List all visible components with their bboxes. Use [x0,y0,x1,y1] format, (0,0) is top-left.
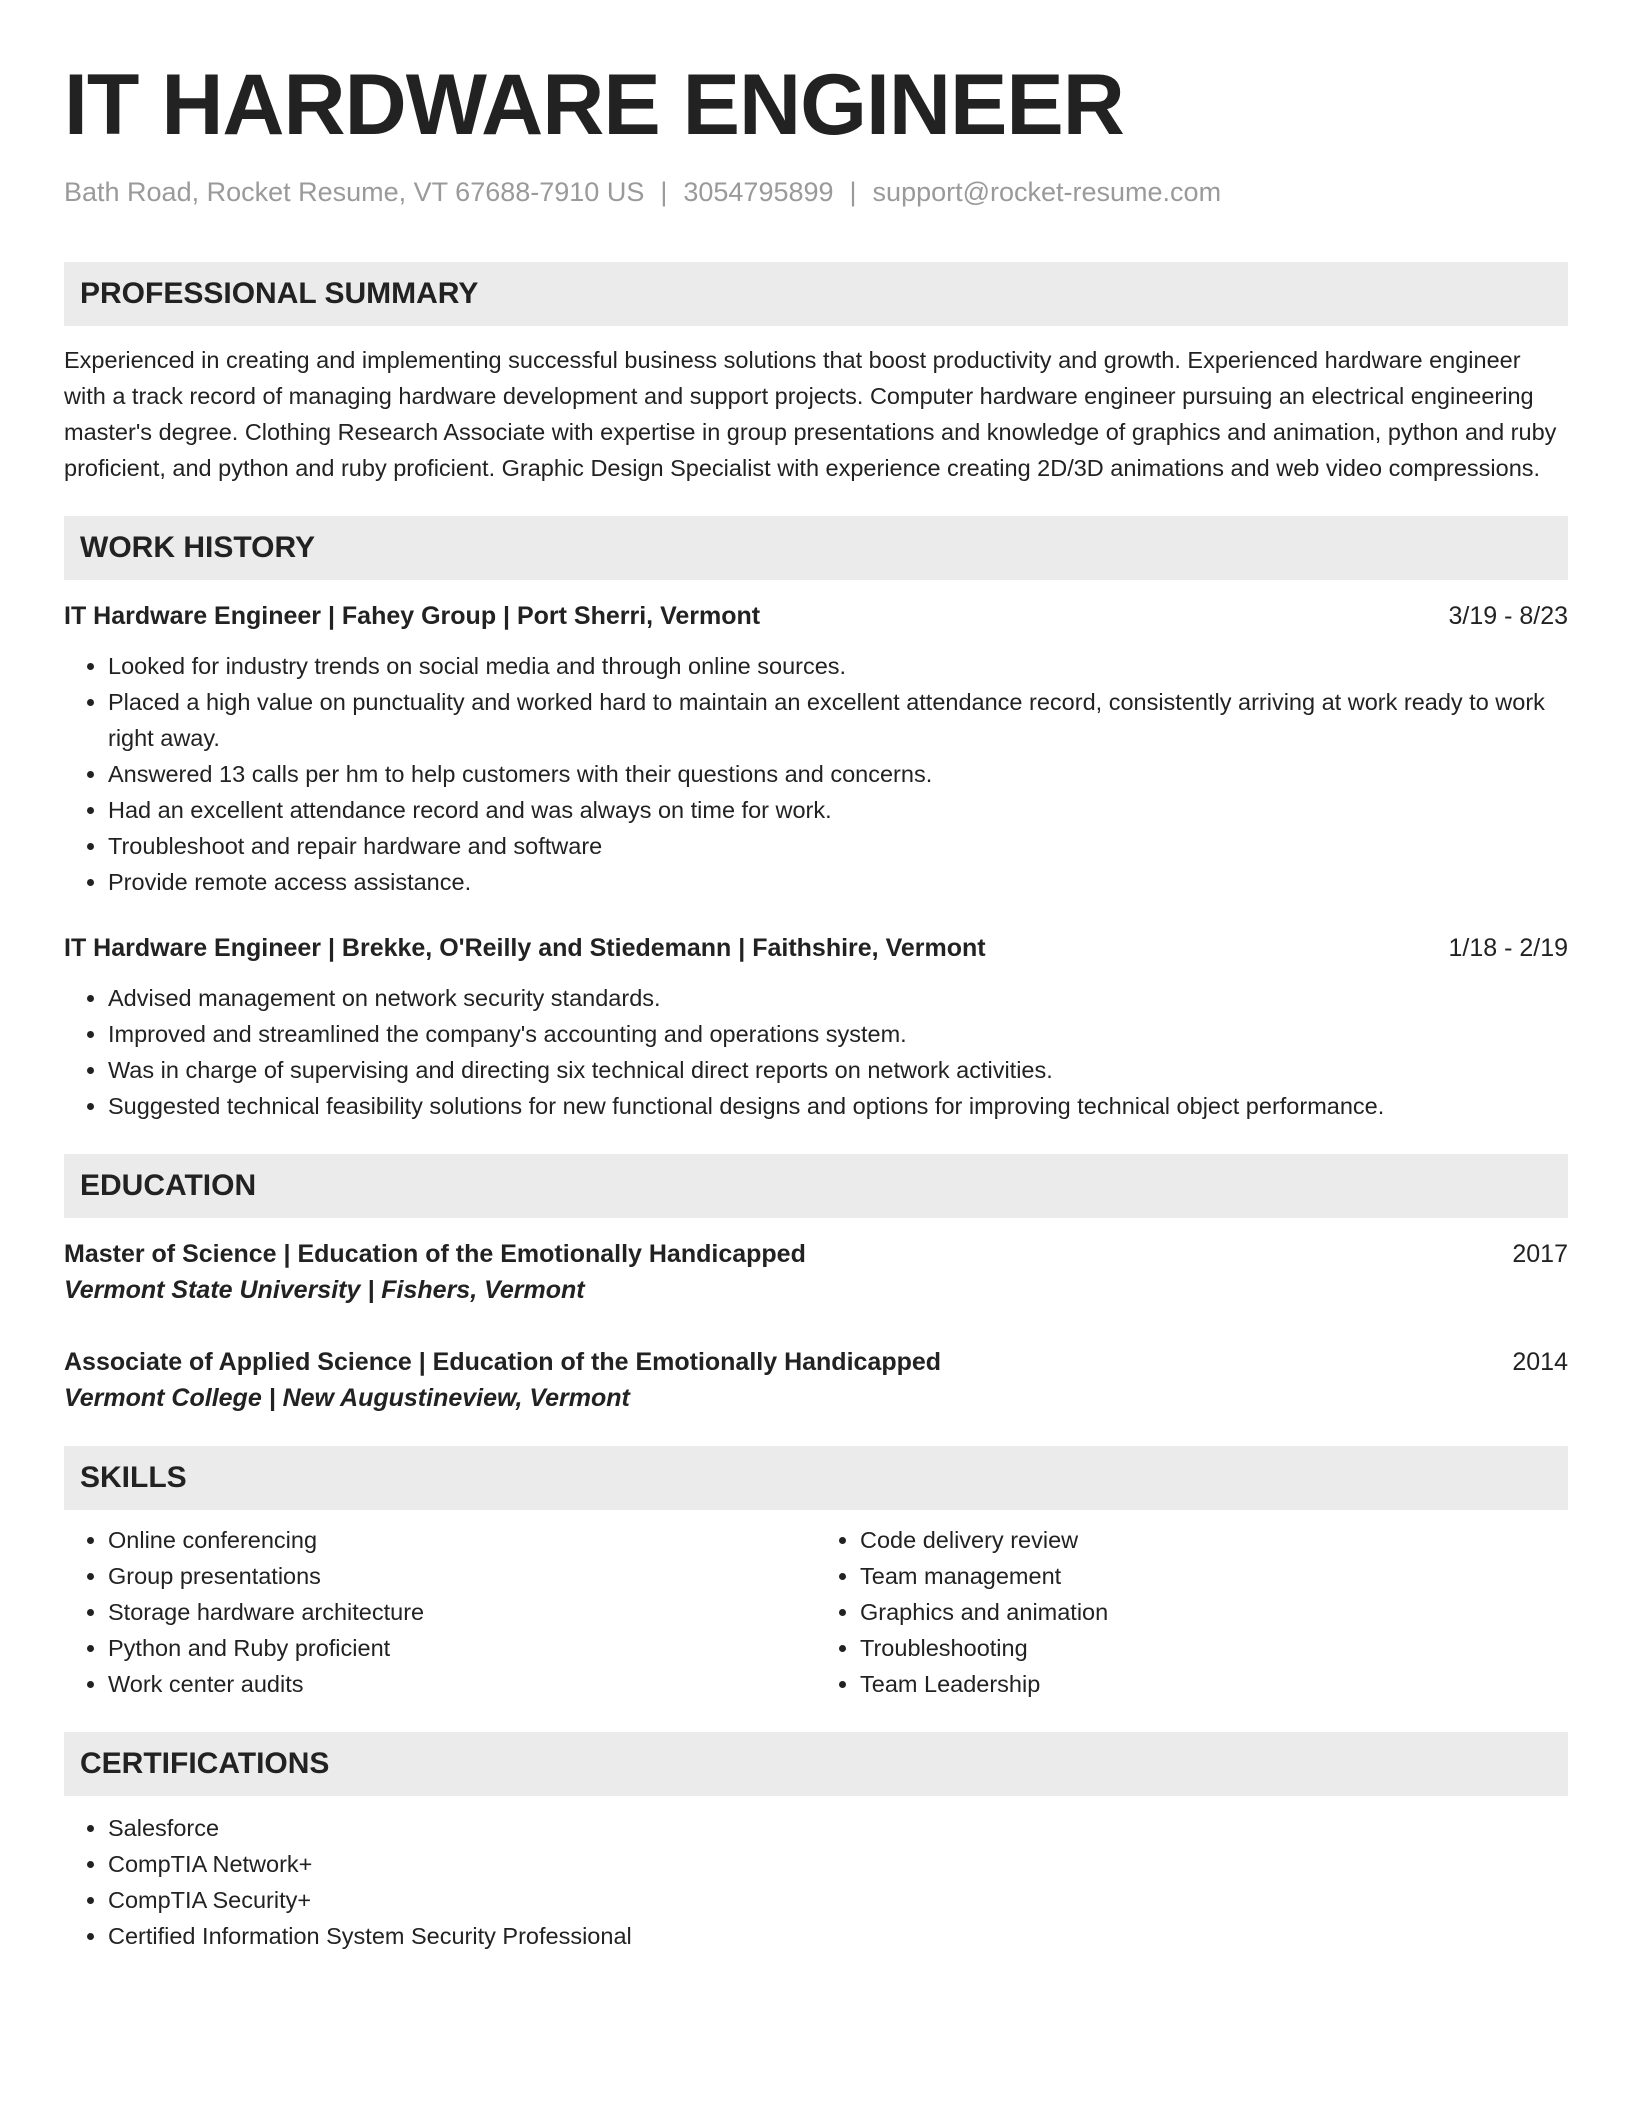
education-heading: EDUCATION [64,1154,1568,1218]
job-title: IT Hardware Engineer | Fahey Group | Port Sherri, Vermont [64,602,761,630]
list-item: • Online conferencing [108,1522,816,1558]
skills-section [64,1446,1568,1702]
certifications-section [64,1732,1568,1954]
list-item: • Improved and streamlined the company's accounting and operations system. [108,1016,1568,1052]
list-item: • Answered 13 calls per hm to help customers with their questions and concerns. [108,756,1568,792]
degree-year: 2014 [1512,1348,1568,1376]
skills-right-column [816,1522,1568,1702]
list-item: • Placed a high value on punctuality and worked hard to maintain an excellent attendance record, consistently arriving at work ready to work right away. [108,684,1568,756]
education-entry [64,1344,1568,1416]
list-item: • Work center audits [108,1666,816,1702]
summary-heading: PROFESSIONAL SUMMARY [64,262,1568,326]
resume-name: IT HARDWARE ENGINEER [64,57,1124,153]
list-item: • Team management [860,1558,1568,1594]
list-item: • Code delivery review [860,1522,1568,1558]
contact-address: Bath Road, Rocket Resume, VT 67688-7910 US [64,177,645,207]
job-entry [64,598,1568,900]
summary-text: Experienced in creating and implementing successful business solutions that boost productivity and growth. Experienced hardware engineer with a track record of managing hardware development and support projects. Computer hardware engineer pursuing an electrical engineering master's degree. Clothing Research Associate with expertise in group presentations and knowledge of graphics and animation, python and ruby proficient, and python and ruby proficient. Graphic Design Specialist with experience creating 2D/3D animations and web video compressions. [64,347,1557,481]
skills-heading: SKILLS [64,1446,1568,1510]
list-item: • Graphics and animation [860,1594,1568,1630]
contact-line [64,172,1568,212]
list-item: • Suggested technical feasibility solutions for new functional designs and options for improving technical object performance. [108,1088,1568,1124]
education-section [64,1154,1568,1416]
degree-year: 2017 [1512,1240,1568,1268]
list-item: • Was in charge of supervising and directing six technical direct reports on network activities. [108,1052,1568,1088]
list-item: • Had an excellent attendance record and was always on time for work. [108,792,1568,828]
job-dates: 3/19 - 8/23 [1448,602,1568,630]
contact-separator: | [660,177,668,207]
list-item: • CompTIA Network+ [108,1846,1568,1882]
contact-separator: | [849,177,857,207]
job-dates: 1/18 - 2/19 [1448,934,1568,962]
list-item: • Salesforce [108,1810,1568,1846]
list-item: • Troubleshoot and repair hardware and software [108,828,1568,864]
list-item: • Advised management on network security standards. [108,980,1568,1016]
list-item: • Team Leadership [860,1666,1568,1702]
list-item: • Provide remote access assistance. [108,864,1568,900]
list-item: • Group presentations [108,1558,816,1594]
job-title: IT Hardware Engineer | Brekke, O'Reilly and Stiedemann | Faithshire, Vermont [64,934,986,962]
job-bullets [64,980,1568,1124]
skills-left-column [64,1522,816,1702]
work-section [64,516,1568,1124]
contact-phone: 3054795899 [683,177,834,207]
list-item: • Python and Ruby proficient [108,1630,816,1666]
contact-email: support@rocket-resume.com [872,177,1222,207]
work-heading: WORK HISTORY [64,516,1568,580]
list-item: • Looked for industry trends on social media and through online sources. [108,648,1568,684]
list-item: • Troubleshooting [860,1630,1568,1666]
school-name: Vermont State University | Fishers, Vermont [64,1276,585,1304]
degree-title: Master of Science | Education of the Emotionally Handicapped [64,1240,806,1268]
list-item: • Certified Information System Security Professional [108,1918,1568,1954]
degree-title: Associate of Applied Science | Education of the Emotionally Handicapped [64,1348,942,1376]
skills-columns [64,1522,1568,1702]
list-item: • Storage hardware architecture [108,1594,816,1630]
certifications-list [64,1810,1568,1954]
summary-section [64,262,1568,486]
job-entry [64,930,1568,1124]
education-entry [64,1236,1568,1308]
school-name: Vermont College | New Augustineview, Vermont [64,1384,630,1412]
job-bullets [64,648,1568,900]
list-item: • CompTIA Security+ [108,1882,1568,1918]
certifications-heading: CERTIFICATIONS [64,1732,1568,1796]
